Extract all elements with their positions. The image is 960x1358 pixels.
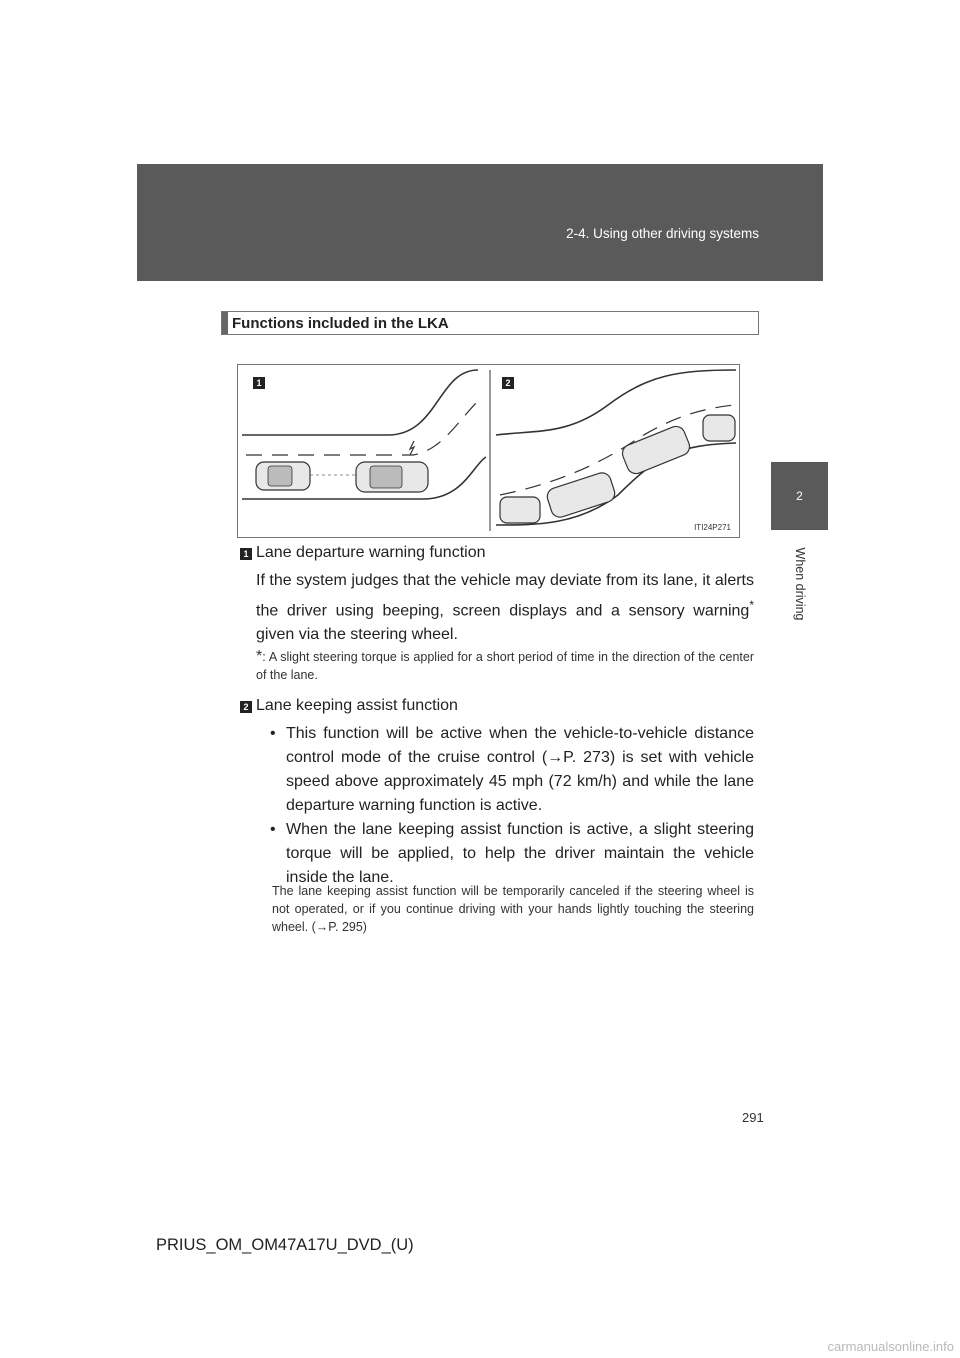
page-number: 291 <box>742 1110 764 1125</box>
lane-departure-text-end: given via the steering wheel. <box>256 626 458 644</box>
footnote-text: A slight steering torque is applied for a short period of time in the direction of the center of the lane. <box>256 650 754 682</box>
bullet-text: This function will be active when the vehicle-to-vehicle distance control mode of the cruise control (→P. 273) is set with vehicle speed above approximately 45 mph (72 km/h) and while the lane departure warning function is active. <box>286 725 754 814</box>
bullet-item <box>270 722 754 818</box>
item-title-lane-departure: Lane departure warning function <box>256 544 486 561</box>
lka-illustration-drawing <box>238 365 739 537</box>
footnote-separator: : <box>262 650 266 664</box>
car-icon <box>356 441 428 492</box>
bullet-dot: • <box>270 821 276 838</box>
car-icon <box>545 471 617 520</box>
car-icon <box>620 424 692 477</box>
footnote-mark: * <box>256 648 263 665</box>
header-band <box>137 164 823 281</box>
watermark: carmanualsonline.info <box>827 1339 954 1354</box>
side-tab-number: 2 <box>771 462 828 530</box>
lka-illustration <box>237 364 740 538</box>
figure-code: ITI24P271 <box>694 523 731 532</box>
car-icon <box>703 415 735 441</box>
document-code: PRIUS_OM_OM47A17U_DVD_(U) <box>156 1236 414 1254</box>
item-badge-1: 1 <box>240 548 252 560</box>
section-heading: Functions included in the LKA <box>221 311 759 335</box>
lane-departure-description <box>256 569 754 647</box>
figure-badge-2: 2 <box>502 377 514 389</box>
bullet-item <box>270 818 754 890</box>
item-title-lane-keeping: Lane keeping assist function <box>256 697 458 714</box>
figure-badge-1: 1 <box>253 377 265 389</box>
lane-departure-text: If the system judges that the vehicle may deviate from its lane, it alerts the driver using beeping, screen displays and a sensory warning <box>256 572 754 620</box>
cancel-note: The lane keeping assist function will be temporarily canceled if the steering wheel is not operated, or if you continue driving with your hands lightly touching the steering wheel. (→P. 295) <box>272 884 754 934</box>
car-icon <box>500 497 540 523</box>
item-badge-2: 2 <box>240 701 252 713</box>
chapter-title: 2-4. Using other driving systems <box>566 226 759 241</box>
footnote-star: * <box>749 598 754 612</box>
bullet-dot: • <box>270 725 276 742</box>
footnote <box>256 648 754 684</box>
car-icon <box>256 462 310 490</box>
bullet-text: When the lane keeping assist function is active, a slight steering torque will be applied, to help the driver maintain the vehicle inside the lane. <box>286 821 754 886</box>
side-tab-label <box>771 538 828 630</box>
side-tab-label-text: When driving <box>792 547 807 621</box>
